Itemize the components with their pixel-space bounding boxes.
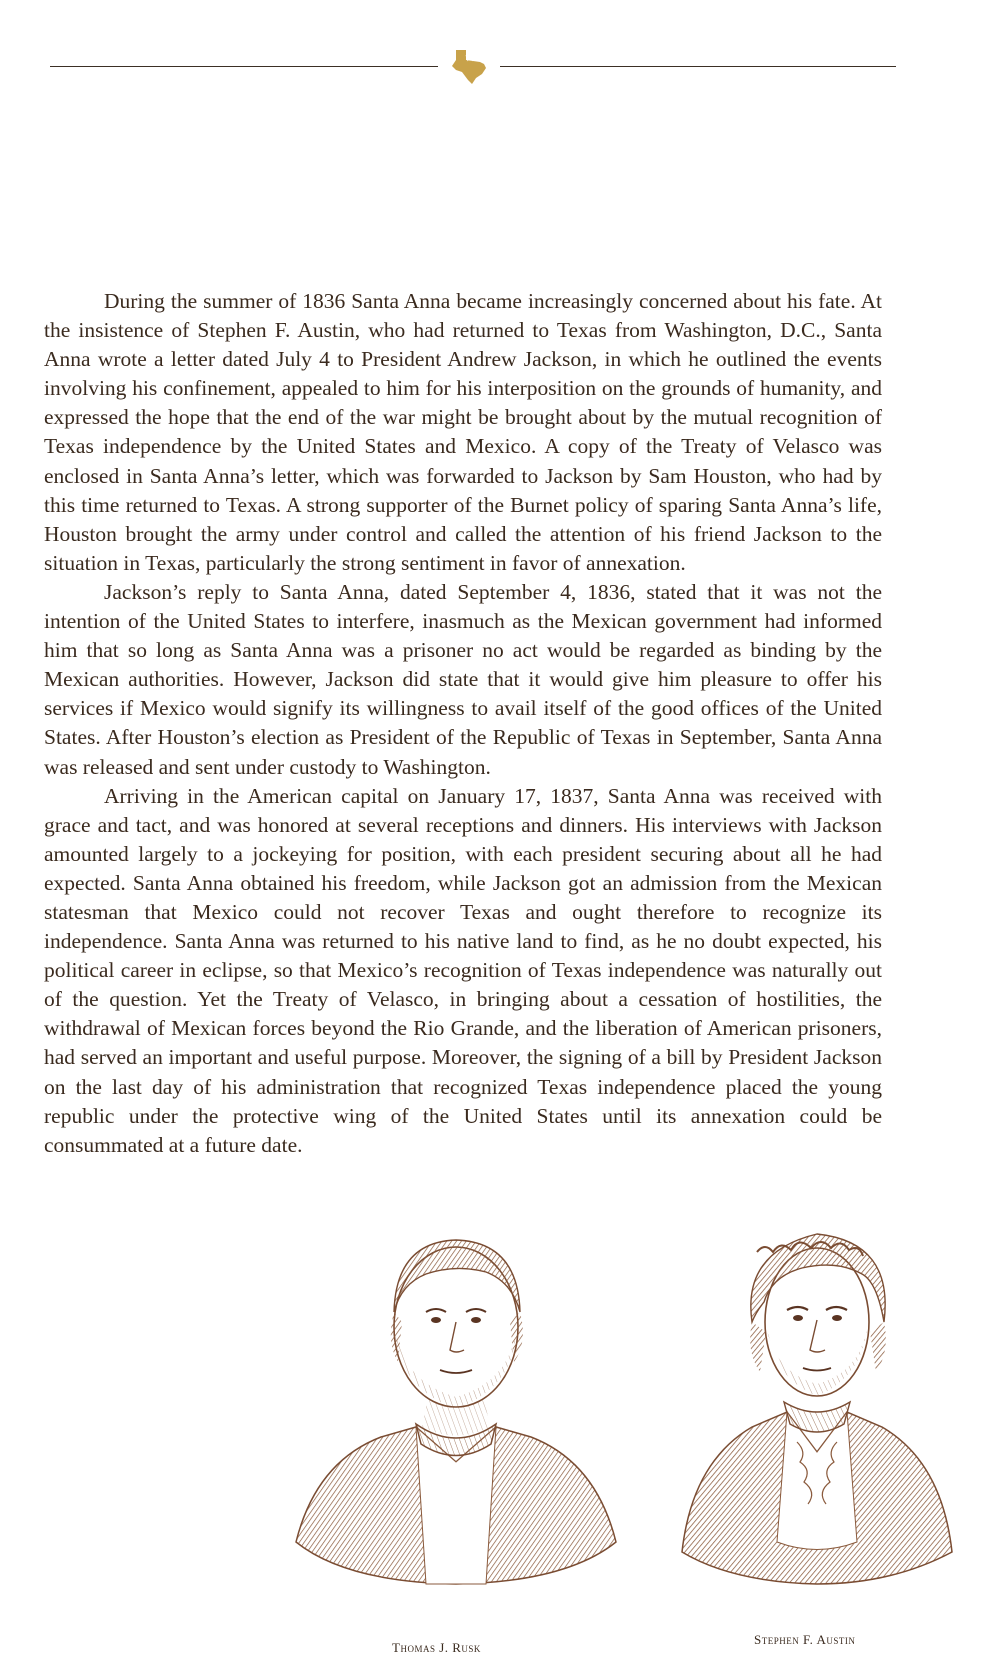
portrait-thomas-rusk [286, 1212, 626, 1602]
paragraph: Arriving in the American capital on January 17, 1837, Santa Anna was received with grace and tact, and was honored at several receptions and dinners. His interviews with Jackson amounted largely to a jockeying for position, with each president securing about all he had expected. Santa Anna obtained his freedom, while Jackson got an admission from the Mexican statesman that Mexico could not recover Texas and ought therefore to recognize its independence. Santa Anna was returned to his native land to find, as he no doubt expected, his political career in eclipse, so that Mexico’s recognition of Texas independence was naturally out of the question. Yet the Treaty of Velasco, in bringing about a cessation of hostilities, the withdrawal of Mexican forces beyond the Rio Grande, and the liberation of American prisoners, had served an important and useful purpose. Moreover, the signing of a bill by President Jackson on the last day of his administration that recognized Texas independence placed the young republic under the protective wing of the United States until its annexation could be consummated at a future date. [44, 783, 882, 1157]
portrait-caption: Stephen F. Austin [754, 1632, 856, 1647]
portrait-stephen-austin [672, 1212, 962, 1590]
paragraph: Jackson’s reply to Santa Anna, dated September 4, 1836, stated that it was not the intention of the United States to interfere, inasmuch as the Mexican government had informed him that so long as Santa Anna was a prisoner no act would be regarded as binding by the Mexican authorities. However, Jackson did state that it would give him pleasure to offer his services if Mexico would signify its willingness to avail itself of the good offices of the United States. After Houston’s election as President of the Republic of Texas in September, Santa Anna was released and sent under custody to Washington. [44, 579, 882, 779]
header-rule-right [500, 66, 896, 67]
header-rule-left [50, 66, 438, 67]
body-text [44, 287, 882, 1160]
paragraph: During the summer of 1836 Santa Anna became increasingly concerned about his fate. At the insistence of Stephen F. Austin, who had returned to Texas from Washington, D.C., Santa Anna wrote a letter dated July 4 to President Andrew Jackson, in which he outlined the events involving his confinement, appealed to him for his interposition on the grounds of humanity, and expressed the hope that the end of the war might be brought about by the mutual recognition of Texas independence by the United States and Mexico. A copy of the Treaty of Velasco was enclosed in Santa Anna’s letter, which was forwarded to Jackson by Sam Houston, who had by this time returned to Texas. A strong supporter of the Burnet policy of sparing Santa Anna’s life, Houston brought the army under control and called the attention of his friend Jackson to the situation in Texas, particularly the strong sentiment in favor of annexation. [44, 289, 882, 575]
texas-star-icon [446, 44, 492, 90]
portrait-caption: Thomas J. Rusk [392, 1640, 481, 1655]
